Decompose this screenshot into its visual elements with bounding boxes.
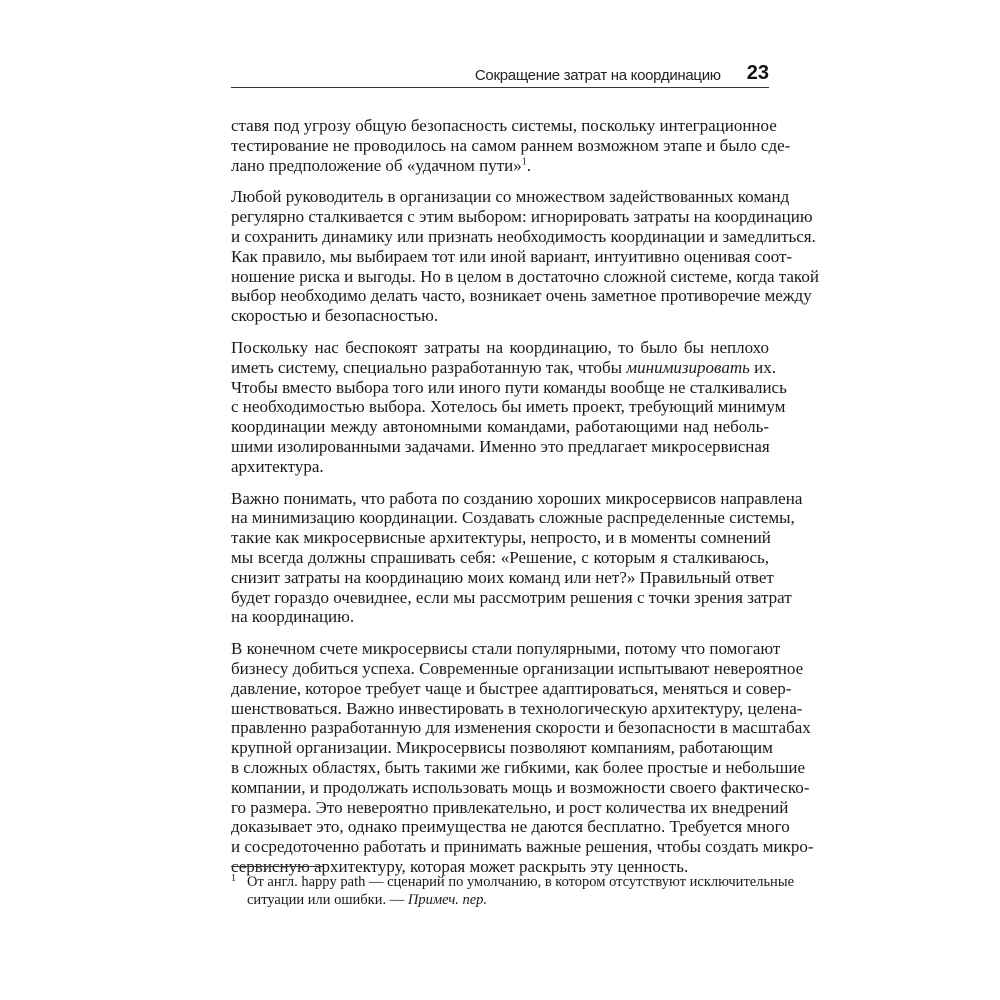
text-line: скоростью и безопасностью. xyxy=(231,306,439,326)
footnote-reference: 1 xyxy=(521,155,527,167)
footnote xyxy=(231,873,794,909)
running-header xyxy=(231,58,769,88)
text-line: с необходимостью выбора. Хотелось бы иметь проект, требующий минимум xyxy=(231,397,786,417)
text-line: на координацию. xyxy=(231,607,355,627)
translator-note: Примеч. пер. xyxy=(407,892,488,908)
text-line: снизит затраты на координацию моих команд или нет?» Правильный ответ xyxy=(231,567,774,587)
body-text xyxy=(231,116,819,889)
text-line: регулярно сталкивается с этим выбором: игнорировать затраты на координацию xyxy=(231,207,813,227)
text-line: такие как микросервисные архитектуры, непросто, и в моменты сомнений xyxy=(231,528,771,548)
footnote-line xyxy=(231,891,769,909)
footnote-line xyxy=(231,873,794,891)
text-line: шими изолированными задачами. Именно это предлагает микросервисная xyxy=(231,436,770,456)
text-line: бизнесу добиться успеха. Современные организации испытывают невероятное xyxy=(231,658,804,678)
text-line: на минимизацию координации. Создавать сложные распределенные системы, xyxy=(231,508,795,528)
text-line: Чтобы вместо выбора того или иного пути команды вообще не сталкивались xyxy=(231,377,787,397)
footnote-text: ситуации или ошибки. — xyxy=(247,892,408,908)
text-line: сервисную архитектуру, которая может раскрыть эту ценность. xyxy=(231,856,689,876)
text-line: координации между автономными командами, работающими над неболь- xyxy=(231,417,769,437)
text-line: Важно понимать, что работа по созданию хороших микросервисов направлена xyxy=(231,488,803,508)
text-line: крупной организации. Микросервисы позволяют компаниям, работающим xyxy=(231,738,773,758)
chapter-title: Сокращение затрат на координацию xyxy=(474,67,721,84)
text-line: го размера. Это невероятно привлекательно, и рост количества их внедрений xyxy=(231,797,789,817)
text-line: давление, которое требует чаще и быстрее адаптироваться, меняться и совер- xyxy=(231,678,792,698)
paragraph-3 xyxy=(231,337,787,477)
text-line: выбор необходимо делать часто, возникает очень заметное противоречие между xyxy=(231,286,812,306)
text-line: Любой руководитель в организации со множеством задействованных команд xyxy=(231,187,790,207)
text-line: лано предположение об «удачном пути»$^1$. xyxy=(231,155,531,175)
text-fragment: иметь систему, специально разработанную так, чтобы xyxy=(231,357,627,377)
page-number: 23 xyxy=(746,62,769,84)
footnote-marker: 1 xyxy=(231,873,236,884)
book-page xyxy=(231,0,819,1000)
footnote-divider xyxy=(231,866,323,867)
paragraph-4 xyxy=(231,488,803,628)
paragraph-1 xyxy=(231,116,791,175)
text-line: и сохранить динамику или признать необходимость координации и замедлиться. xyxy=(231,226,816,246)
paragraph-2 xyxy=(231,187,819,326)
emphasized-word: минимизировать xyxy=(626,357,750,377)
text-line: архитектура. xyxy=(231,456,324,476)
text-line xyxy=(231,357,776,378)
text-line: тестирование не проводилось на самом раннем возможном этапе и было сде- xyxy=(231,135,791,155)
paragraph-5 xyxy=(231,639,814,877)
text-line: компании, и продолжать использовать мощь и возможности своего фактическо- xyxy=(231,777,810,797)
text-line: доказывает это, однако преимущества не даются бесплатно. Требуется много xyxy=(231,817,790,837)
text-fragment: лано предположение об «удачном пути» xyxy=(231,155,522,175)
text-line: В конечном счете микросервисы стали популярными, потому что помогают xyxy=(231,639,781,659)
text-line: шенствоваться. Важно инвестировать в технологическую архитектуру, целена- xyxy=(231,698,803,718)
text-fragment: их. xyxy=(749,357,776,377)
text-line: ставя под угрозу общую безопасность системы, поскольку интеграционное xyxy=(231,116,777,135)
text-line: ношение риска и выгоды. Но в целом в достаточно сложной системе, когда такой xyxy=(231,266,819,286)
text-line: Поскольку нас беспокоят затраты на координацию, то было бы неплохо xyxy=(231,337,769,357)
text-line: в сложных областях, быть такими же гибкими, как более простые и небольшие xyxy=(231,757,806,777)
text-line: мы всегда должны спрашивать себя: «Решение, с которым я сталкиваюсь, xyxy=(231,547,769,567)
footnote-text: От англ. happy path — сценарий по умолчанию, в котором отсутствуют исключительные xyxy=(247,874,794,890)
text-line: правленно разработанную для изменения скорости и безопасности в масштабах xyxy=(231,718,811,738)
text-line: Как правило, мы выбираем тот или иной вариант, интуитивно оценивая соот- xyxy=(231,246,793,266)
text-line: будет гораздо очевиднее, если мы рассмотрим решения с точки зрения затрат xyxy=(231,587,792,607)
text-line: и сосредоточенно работать и принимать важные решения, чтобы создать микро- xyxy=(231,837,814,857)
